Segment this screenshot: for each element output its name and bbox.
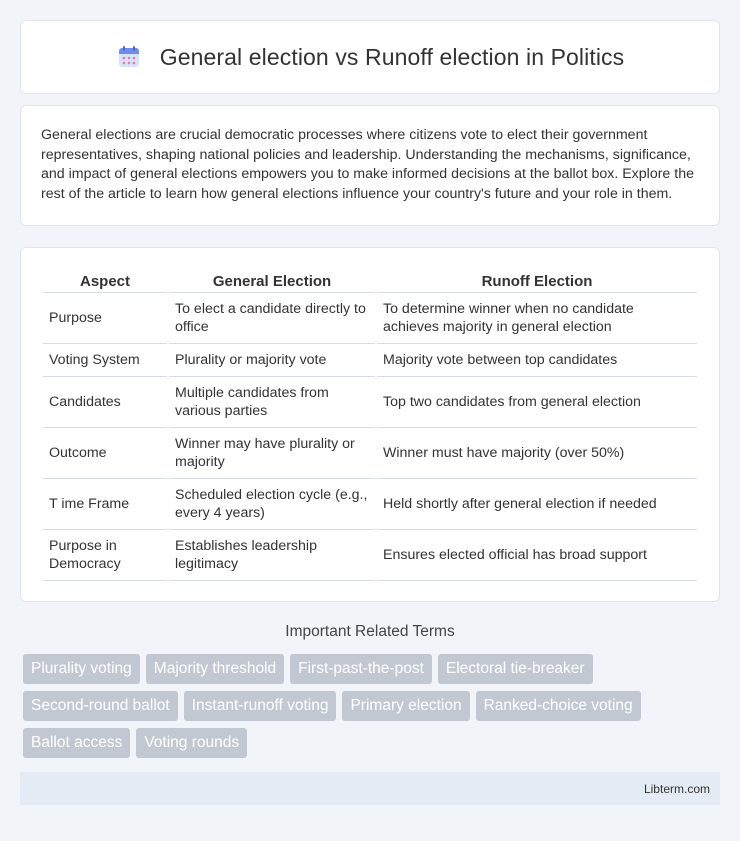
table-cell: Multiple candidates from various parties — [169, 377, 375, 428]
tag-ranked-choice-voting[interactable]: Ranked-choice voting — [476, 691, 641, 721]
table-cell: Winner may have plurality or majority — [169, 428, 375, 479]
header-general-election: General Election — [169, 270, 375, 293]
table-cell: To determine winner when no candidate achieves majority in general election — [377, 293, 697, 344]
table-cell: Establishes leadership legitimacy — [169, 530, 375, 581]
page-title: General election vs Runoff election in Politics — [159, 43, 625, 70]
table-row — [43, 344, 697, 377]
tag-majority-threshold[interactable]: Majority threshold — [146, 654, 284, 684]
header-aspect: Aspect — [43, 270, 167, 293]
footer — [20, 772, 720, 805]
table-row — [43, 293, 697, 344]
calendar-icon — [116, 44, 142, 70]
table-cell: T ime Frame — [43, 479, 167, 530]
footer-site-link[interactable]: Libterm.com — [643, 781, 710, 796]
tag-second-round-ballot[interactable]: Second-round ballot — [23, 691, 178, 721]
comparison-table-card — [20, 247, 720, 602]
table-cell: Ensures elected official has broad support — [377, 530, 697, 581]
table-cell: Held shortly after general election if needed — [377, 479, 697, 530]
title-card — [20, 20, 720, 94]
table-cell: Voting System — [43, 344, 167, 377]
tag-ballot-access[interactable]: Ballot access — [23, 728, 130, 758]
intro-card — [20, 105, 720, 226]
related-terms-list — [20, 654, 700, 758]
table-cell: Top two candidates from general election — [377, 377, 697, 428]
tag-first-past-the-post[interactable]: First-past-the-post — [290, 654, 432, 684]
tag-voting-rounds[interactable]: Voting rounds — [136, 728, 247, 758]
tag-electoral-tie-breaker[interactable]: Electoral tie-breaker — [438, 654, 593, 684]
table-row — [43, 428, 697, 479]
tag-primary-election[interactable]: Primary election — [342, 691, 469, 721]
table-cell: Purpose in Democracy — [43, 530, 167, 581]
related-terms-heading: Important Related Terms — [285, 623, 455, 640]
tag-instant-runoff-voting[interactable]: Instant-runoff voting — [184, 691, 337, 721]
table-cell: Outcome — [43, 428, 167, 479]
table-header-row — [43, 270, 697, 293]
header-runoff-election: Runoff Election — [377, 270, 697, 293]
table-cell: Majority vote between top candidates — [377, 344, 697, 377]
table-cell: Purpose — [43, 293, 167, 344]
table-cell: Plurality or majority vote — [169, 344, 375, 377]
table-cell: Scheduled election cycle (e.g., every 4 years) — [169, 479, 375, 530]
table-row — [43, 530, 697, 581]
table-cell: To elect a candidate directly to office — [169, 293, 375, 344]
table-row — [43, 479, 697, 530]
table-cell: Winner must have majority (over 50%) — [377, 428, 697, 479]
intro-paragraph: General elections are crucial democratic processes where citizens vote to elect their government representatives, shaping national policies and leadership. Understanding the mechanisms, significance, and impact of general elections empowers you to make informed decisions at the ballot box. Explore the rest of the article to learn how general elections influence your country's future and your role in them. — [41, 127, 694, 202]
table-cell: Candidates — [43, 377, 167, 428]
table-row — [43, 377, 697, 428]
comparison-table — [41, 270, 699, 581]
tag-plurality-voting[interactable]: Plurality voting — [23, 654, 140, 684]
